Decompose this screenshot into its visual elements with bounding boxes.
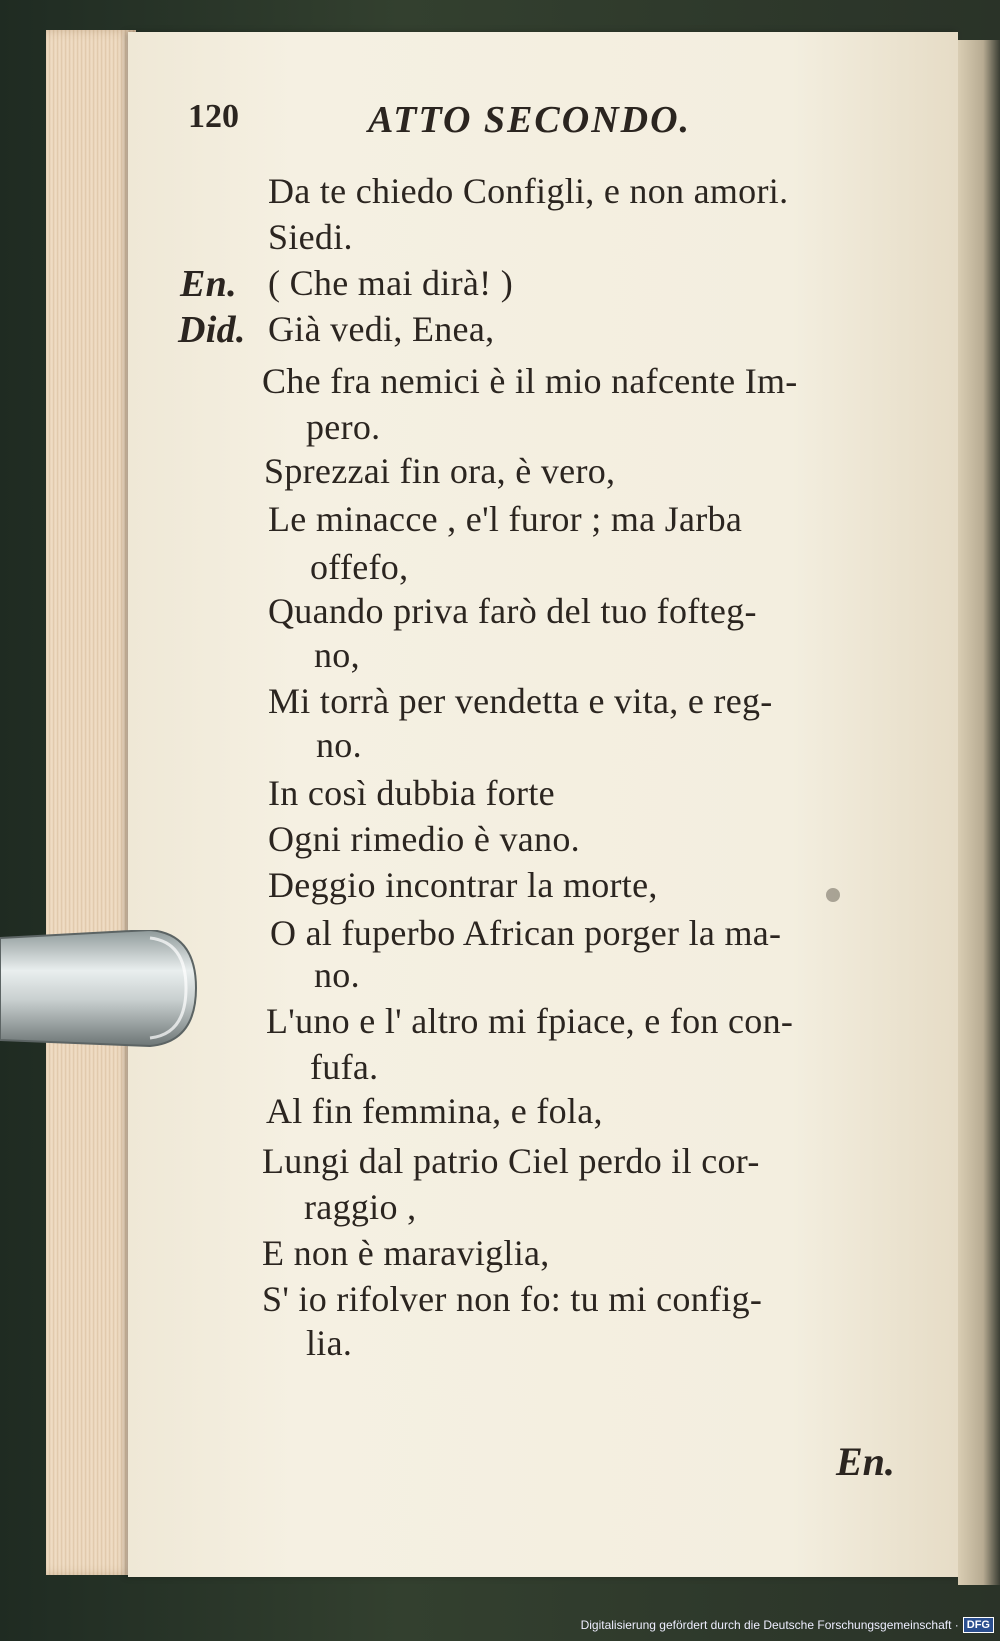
verse-line: fufa. — [310, 1047, 379, 1087]
verse-line: E non è maraviglia, — [262, 1233, 550, 1273]
verse-line: Ogni rimedio è vano. — [268, 819, 580, 859]
verse-line: no. — [316, 725, 362, 765]
verse-line: Mi torrà per vendetta e vita, e reg- — [268, 681, 773, 721]
verse-line: O al fuperbo African porger la ma- — [270, 913, 782, 953]
verse-line: Al fin femmina, e fola, — [266, 1091, 603, 1131]
verse-line: Sprezzai fin ora, è vero, — [264, 451, 616, 491]
verse-line: raggio , — [304, 1187, 417, 1227]
verse-line: no, — [314, 635, 360, 675]
verse-line: S' io rifolver non fo: tu mi config- — [262, 1279, 763, 1319]
verse-line: Le minacce , e'l furor ; ma Jarba — [268, 499, 743, 539]
verse-line: lia. — [306, 1323, 353, 1363]
catchword: En. — [836, 1439, 895, 1484]
verse-line: offefo, — [310, 547, 409, 587]
speaker-label: Did. — [178, 309, 246, 351]
verse-line: L'uno e l' altro mi fpiace, e fon con- — [266, 1001, 794, 1041]
credit-text: Digitalisierung gefördert durch die Deutsche Forschungsgemeinschaft · — [580, 1618, 959, 1632]
speaker-label: En. — [180, 263, 237, 305]
dfg-logo: DFG — [963, 1617, 994, 1633]
verse-line: Già vedi, Enea, — [268, 309, 495, 349]
page-number: 120 — [188, 98, 239, 135]
verse-line: ( Che mai dirà! ) — [268, 263, 514, 303]
verse-line: no. — [314, 955, 360, 995]
verse-line: Deggio incontrar la morte, — [268, 865, 658, 905]
verse-line: Da te chiedo Configli, e non amori. — [268, 171, 789, 211]
verse-line: In così dubbia forte — [268, 773, 555, 813]
digitization-credit — [581, 1615, 994, 1635]
verse-line: Quando priva farò del tuo fofteg- — [268, 591, 757, 631]
verse-line: Lungi dal patrio Ciel perdo il cor- — [262, 1141, 760, 1181]
verse-line: Siedi. — [268, 217, 353, 257]
verse-line: Che fra nemici è il mio nafcente Im- — [262, 361, 798, 401]
verse-line: pero. — [306, 407, 381, 447]
running-head: ATTO SECONDO. — [368, 99, 692, 141]
